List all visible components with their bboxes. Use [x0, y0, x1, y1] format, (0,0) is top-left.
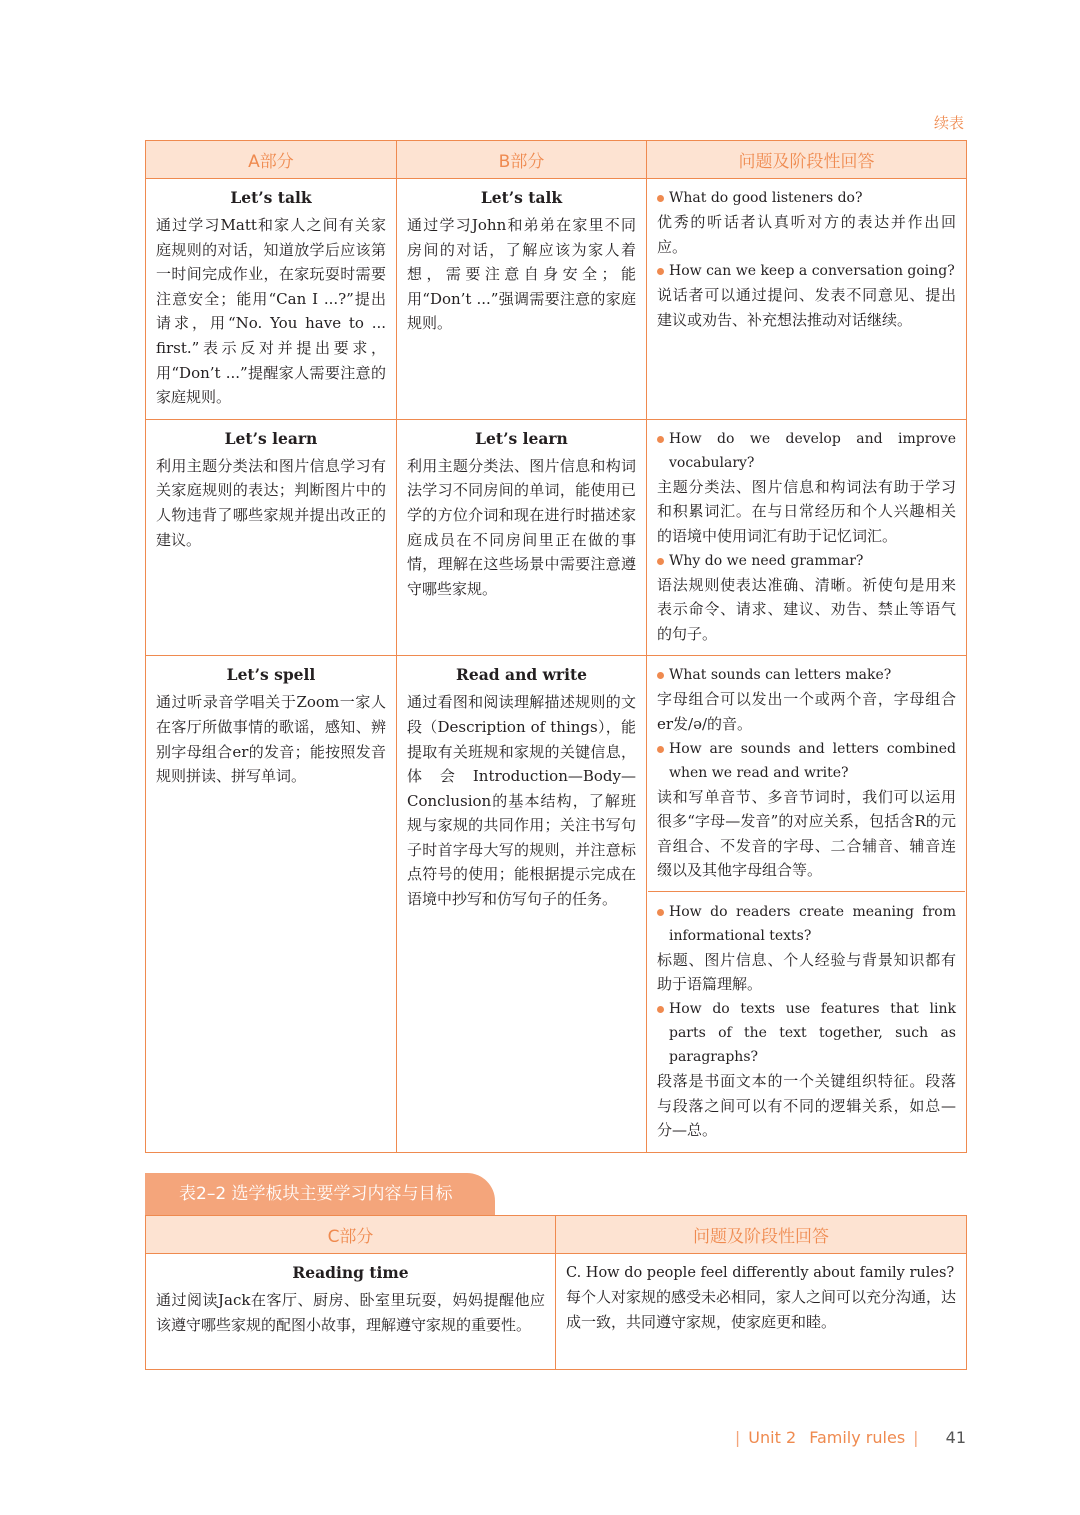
table-row	[146, 419, 967, 656]
question: How can we keep a conversation going?	[657, 259, 956, 283]
learning-content-table	[145, 140, 967, 1153]
qa-cell	[647, 179, 967, 420]
answer: 每个人对家规的感受未必相同，家人之间可以充分沟通，达成一致，共同遵守家规，使家庭更和睦。	[566, 1288, 957, 1331]
header-questions: 问题及阶段性回答	[556, 1216, 967, 1254]
footer-title: Family rules	[809, 1428, 906, 1447]
section-description: 通过学习John和弟弟在家里不同房间的对话，了解应该为家人着想，需要注意自身安全；能用“Don’t ...”强调需要注意的家庭规则。	[407, 216, 636, 333]
section-description: 通过听录音学唱关于Zoom一家人在客厅所做事情的歌谣，感知、辨别字母组合er的发音；能按照发音规则拼读、拼写单词。	[156, 693, 386, 786]
qa-subsection	[648, 891, 965, 1143]
question: C. How do people feel differently about family rules?	[566, 1265, 955, 1281]
page-footer	[727, 1428, 966, 1447]
section-description: 利用主题分类法、图片信息和构词法学习不同房间的单词，能使用已学的方位介词和现在进行时描述家庭成员在不同房间里正在做的事情，理解在这些场景中需要注意遵守哪些家规。	[407, 456, 636, 598]
table-row	[146, 179, 967, 420]
page-number: 41	[945, 1428, 966, 1447]
header-part-c: C部分	[146, 1216, 556, 1254]
part-a-cell	[146, 656, 397, 1153]
footer-unit: Unit 2	[748, 1428, 797, 1447]
header-questions: 问题及阶段性回答	[647, 141, 967, 179]
part-a-cell	[146, 419, 397, 656]
answer: 优秀的听话者认真听对方的表达并作出回应。	[657, 213, 956, 256]
answer: 标题、图片信息、个人经验与背景知识都有助于语篇理解。	[657, 950, 956, 994]
question: How do texts use features that link parts of the text together, such as paragraphs?	[657, 997, 956, 1069]
section-description: 通过看图和阅读理解描述规则的文段（Description of things），能提取有关班规和家规的关键信息，体会Introduction—Body—Conclusion的基本结构，了解班规与家规的共同作用；关注书写句子时首字母大写的规则，并注意标点符号的使用；能根据提示完成在语境中抄写和仿写句子的任务。	[407, 693, 636, 909]
question: What sounds can letters make?	[657, 663, 956, 687]
table-row	[146, 1254, 967, 1370]
section-description: 利用主题分类法和图片信息学习有关家庭规则的表达；判断图片中的人物违背了哪些家规并提出改正的建议。	[156, 456, 386, 549]
question: How do we develop and improve vocabulary?	[657, 427, 956, 475]
question: Why do we need grammar?	[657, 549, 956, 573]
continued-label: 续表	[933, 114, 964, 132]
qa-cell	[647, 419, 967, 656]
section-title: Let’s learn	[475, 428, 568, 448]
section-description: 通过阅读Jack在客厅、厨房、卧室里玩耍，妈妈提醒他应该遵守哪些家规的配图小故事，理解遵守家规的重要性。	[156, 1291, 545, 1334]
header-part-b: B部分	[397, 141, 647, 179]
section-title: Read and write	[456, 665, 587, 685]
section-title: Let’s learn	[224, 428, 318, 448]
question: How do readers create meaning from informational texts?	[657, 900, 956, 948]
table-row	[146, 656, 967, 1153]
part-b-cell	[397, 656, 647, 1153]
section-description: 通过学习Matt和家人之间有关家庭规则的对话，知道放学后应该第一时间完成作业，在家玩耍时需要注意安全；能用“Can I ...?”提出请求，用“No. You have to ... first.”表示反对并提出要求，用“Don’t ...”提醒家人需要注意的家庭规则。	[156, 216, 386, 407]
answer: 语法规则使表达准确、清晰。祈使句是用来表示命令、请求、建议、劝告、禁止等语气的句子。	[657, 575, 956, 643]
footer-separator: |	[913, 1428, 919, 1447]
answer: 段落是书面文本的一个关键组织特征。段落与段落之间可以有不同的逻辑关系，如总—分—总。	[657, 1072, 956, 1140]
part-c-cell	[146, 1254, 556, 1370]
qa-cell	[556, 1254, 967, 1370]
section-title: Let’s spell	[226, 665, 316, 685]
optional-content-table	[145, 1215, 967, 1370]
section-title: Let’s talk	[230, 188, 312, 207]
part-a-cell	[146, 179, 397, 420]
answer: 说话者可以通过提问、发表不同意见、提出建议或劝告、补充想法推动对话继续。	[657, 286, 956, 329]
answer: 主题分类法、图片信息和构词法有助于学习和积累词汇。在与日常经历和个人兴趣相关的语境中使用词汇有助于记忆词汇。	[657, 477, 956, 545]
section-title: Reading time	[292, 1263, 409, 1282]
answer: 读和写单音节、多音节词时，我们可以运用很多“字母—发音”的对应关系，包括含R的元音组合、不发音的字母、二合辅音、辅音连缀以及其他字母组合等。	[657, 787, 956, 880]
table-header-row	[146, 141, 967, 179]
part-b-cell	[397, 179, 647, 420]
table-caption: 表2–2 选学板块主要学习内容与目标	[145, 1173, 495, 1215]
qa-cell	[647, 656, 967, 1153]
question: How are sounds and letters combined when we read and write?	[657, 737, 956, 785]
section-title: Let’s talk	[480, 188, 563, 207]
table-header-row	[146, 1216, 967, 1254]
part-b-cell	[397, 419, 647, 656]
answer: 字母组合可以发出一个或两个音，字母组合er发/ə/的音。	[657, 690, 956, 733]
footer-separator: |	[734, 1428, 741, 1447]
header-part-a: A部分	[146, 141, 397, 179]
question: What do good listeners do?	[657, 186, 956, 210]
